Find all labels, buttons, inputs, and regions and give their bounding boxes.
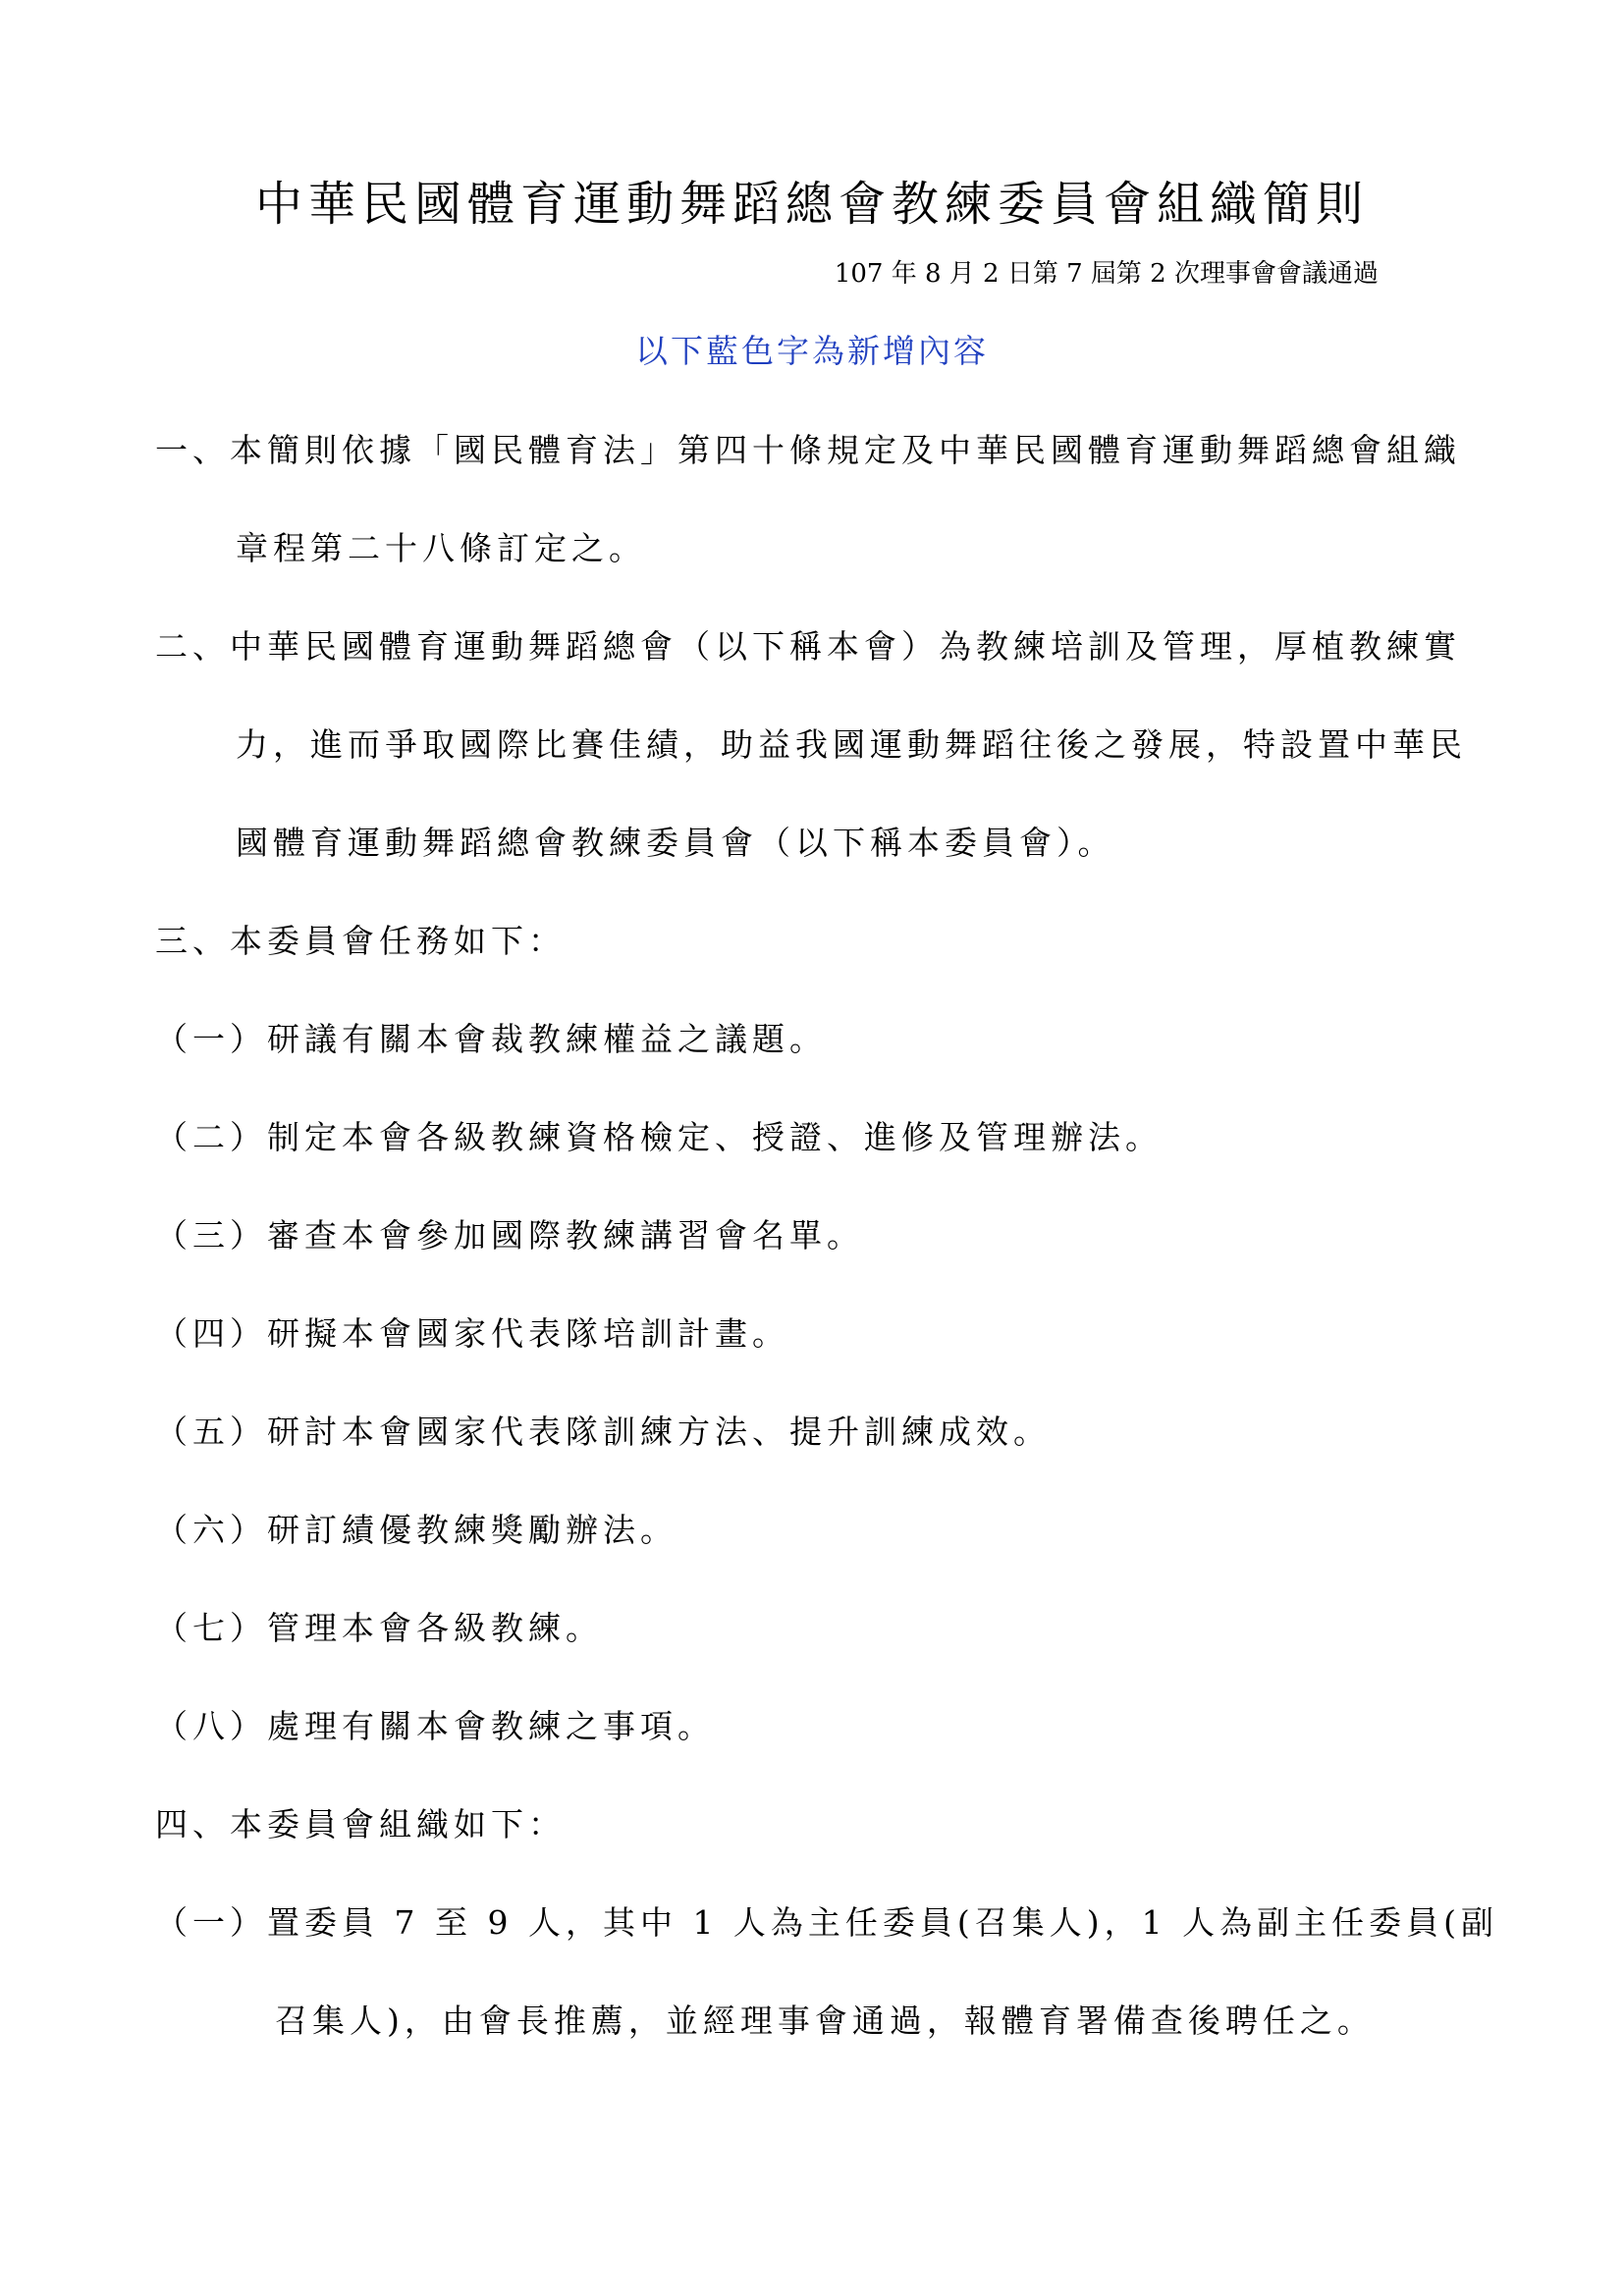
document-title: 中華民國體育運動舞蹈總會教練委員會組織簡則	[254, 177, 1369, 232]
article-3-item-7: （七）管理本會各級教練。	[155, 1609, 603, 1647]
article-3-item-6: （六）研訂績優教練獎勵辦法。	[155, 1511, 677, 1549]
article-3-item-3: （三）審查本會參加國際教練講習會名單。	[155, 1216, 864, 1255]
article-4-heading: 四、本委員會組織如下：	[155, 1805, 566, 1843]
article-4-item-1-line-1: （一）置委員 7 至 9 人，其中 1 人為主任委員(召集人)，1 人為副主任委員(副	[155, 1903, 1499, 1942]
new-content-notice: 以下藍色字為新增內容	[635, 332, 989, 370]
article-3-heading: 三、本委員會任務如下：	[155, 922, 566, 960]
article-2-line-1: 二、中華民國體育運動舞蹈總會（以下稱本會）為教練培訓及管理，厚植教練實	[155, 627, 1461, 666]
article-3-item-1: （一）研議有關本會裁教練權益之議題。	[155, 1020, 827, 1058]
article-1-line-2: 章程第二十八條訂定之。	[236, 529, 646, 567]
article-1-line-1: 一、本簡則依據「國民體育法」第四十條規定及中華民國體育運動舞蹈總會組織	[155, 431, 1461, 469]
article-3-item-4: （四）研擬本會國家代表隊培訓計畫。	[155, 1314, 789, 1353]
article-3-item-5: （五）研討本會國家代表隊訓練方法、提升訓練成效。	[155, 1413, 1051, 1451]
approval-note: 107 年 8 月 2 日第 7 屆第 2 次理事會會議通過	[834, 259, 1379, 289]
article-3-item-2: （二）制定本會各級教練資格檢定、授證、進修及管理辦法。	[155, 1118, 1163, 1156]
article-4-item-1-line-2: 召集人)，由會長推薦，並經理事會通過，報體育署備查後聘任之。	[275, 2002, 1375, 2040]
article-2-line-3: 國體育運動舞蹈總會教練委員會（以下稱本委員會）。	[236, 824, 1115, 862]
article-3-item-8: （八）處理有關本會教練之事項。	[155, 1707, 715, 1745]
article-2-line-2: 力，進而爭取國際比賽佳績，助益我國運動舞蹈往後之發展，特設置中華民	[236, 725, 1467, 764]
